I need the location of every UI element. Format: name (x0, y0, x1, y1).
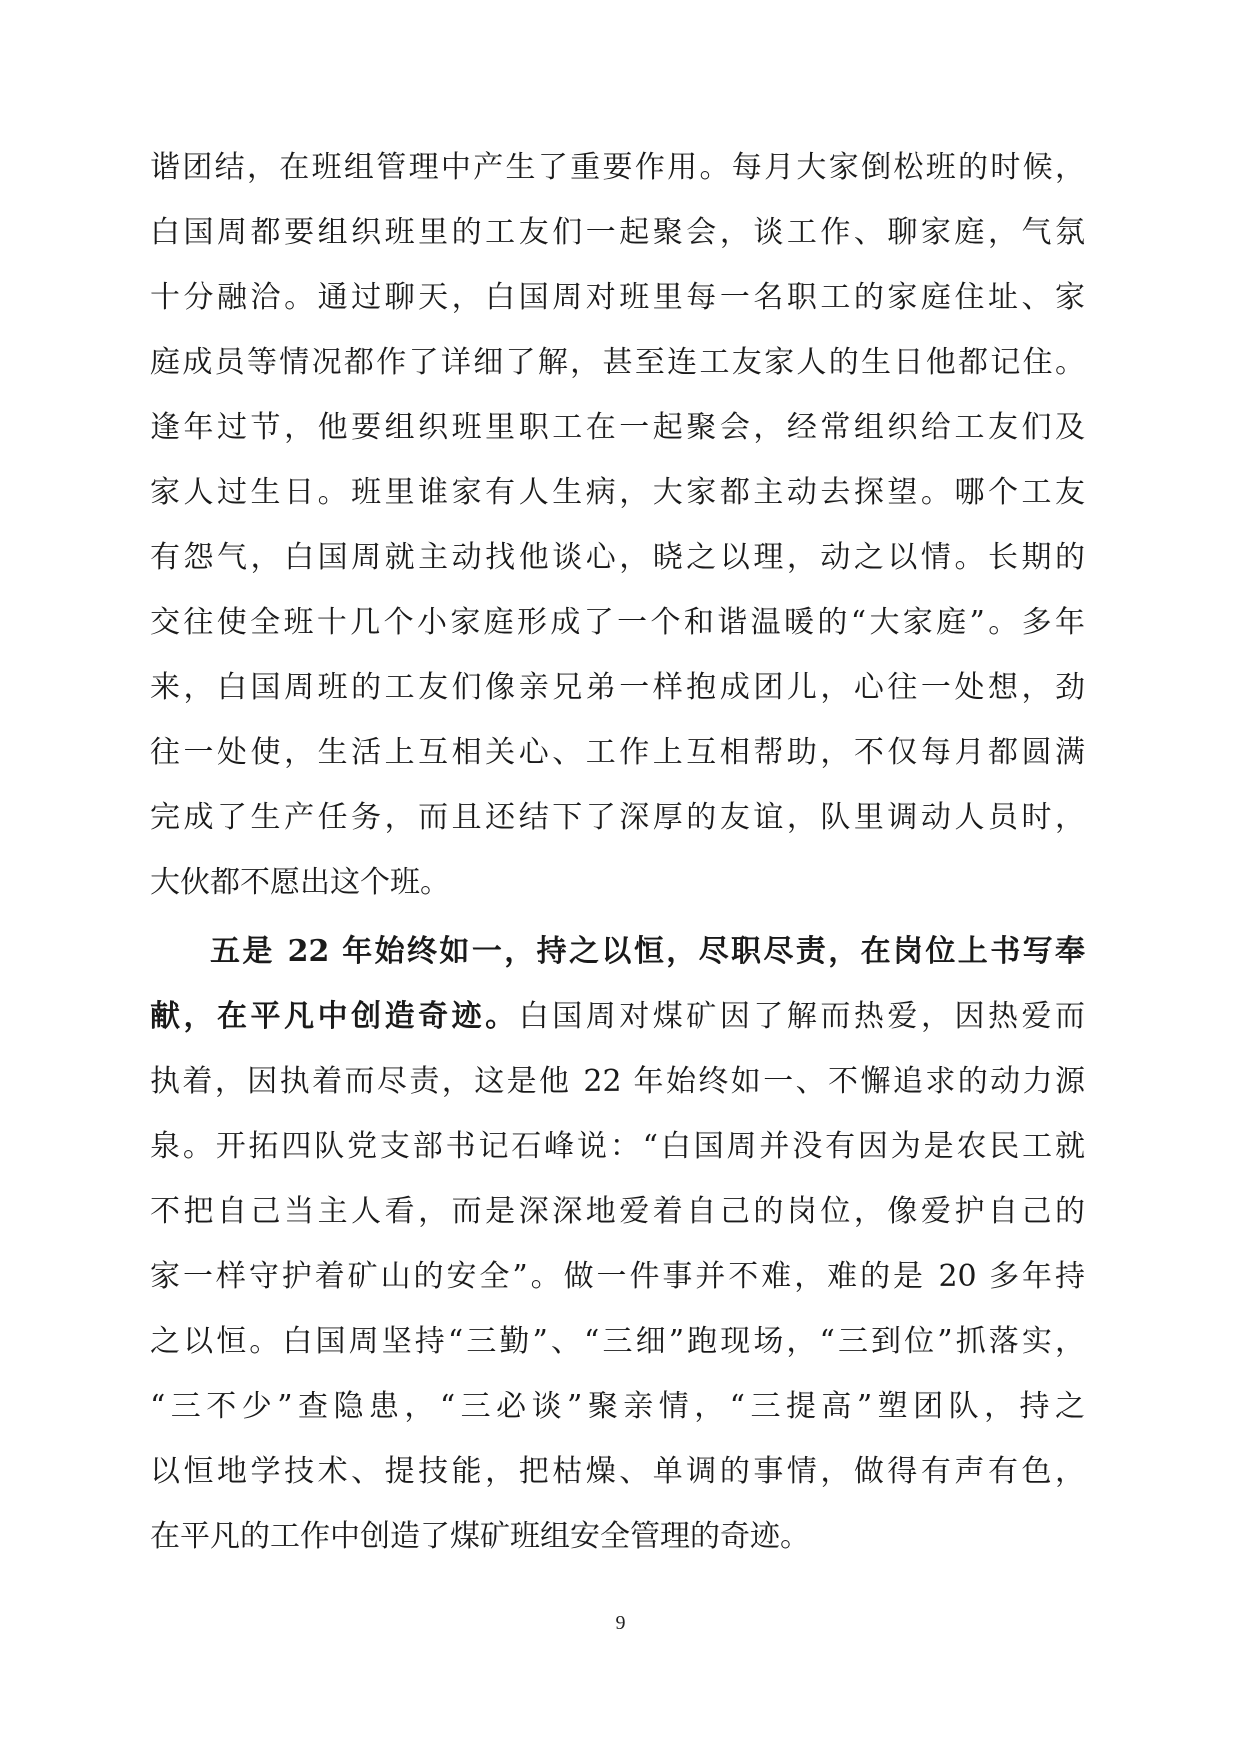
paragraph-line: “三不少”查隐患，“三必谈”聚亲情，“三提高”塑团队，持之 (150, 1389, 1085, 1424)
paragraph-line: 十分融洽。通过聊天，白国周对班里每一名职工的家庭住址、家 (150, 280, 1085, 315)
paragraph-line: 不把自己当主人看，而是深深地爱着自己的岗位，像爱护自己的 (150, 1194, 1085, 1229)
paragraph-text: 白国周对煤矿因了解而热爱，因热爱而 (518, 999, 1086, 1034)
paragraph-line: 执着，因执着而尽责，这是他 22 年始终如一、不懈追求的动力源 (150, 1064, 1085, 1099)
section-heading-line: 五是 22 年始终如一，持之以恒，尽职尽责，在岗位上书写奉 (210, 934, 1085, 969)
paragraph-line: 白国周都要组织班里的工友们一起聚会，谈工作、聊家庭，气氛 (150, 215, 1085, 250)
paragraph-line: 家一样守护着矿山的安全”。做一件事并不难，难的是 20 多年持 (150, 1259, 1085, 1294)
paragraph-line: 之以恒。白国周坚持“三勤”、“三细”跑现场，“三到位”抓落实， (150, 1324, 1085, 1359)
section-heading-line (150, 995, 1085, 1039)
section-heading-text: 献，在平凡中创造奇迹。 (150, 999, 519, 1034)
paragraph-line: 大伙都不愿出这个班。 (150, 865, 450, 900)
page-number: 9 (615, 1612, 626, 1634)
paragraph-line: 在平凡的工作中创造了煤矿班组安全管理的奇迹。 (150, 1519, 810, 1554)
paragraph-line: 家人过生日。班里谁家有人生病，大家都主动去探望。哪个工友 (150, 475, 1085, 510)
paragraph-line: 交往使全班十几个小家庭形成了一个和谐温暖的“大家庭”。多年 (150, 605, 1085, 640)
paragraph-line: 完成了生产任务，而且还结下了深厚的友谊，队里调动人员时， (150, 800, 1085, 835)
paragraph-line: 庭成员等情况都作了详细了解，甚至连工友家人的生日他都记住。 (150, 345, 1085, 380)
paragraph-line: 谐团结，在班组管理中产生了重要作用。每月大家倒松班的时候， (150, 150, 1085, 185)
paragraph-line: 来，白国周班的工友们像亲兄弟一样抱成团儿，心往一处想，劲 (150, 670, 1085, 705)
paragraph-line: 以恒地学技术、提技能，把枯燥、单调的事情，做得有声有色， (150, 1454, 1085, 1489)
paragraph-line: 逢年过节，他要组织班里职工在一起聚会，经常组织给工友们及 (150, 410, 1085, 445)
paragraph-line: 泉。开拓四队党支部书记石峰说：“白国周并没有因为是农民工就 (150, 1129, 1085, 1164)
paragraph-line: 往一处使，生活上互相关心、工作上互相帮助，不仅每月都圆满 (150, 735, 1085, 770)
paragraph-line: 有怨气，白国周就主动找他谈心，晓之以理，动之以情。长期的 (150, 540, 1085, 575)
